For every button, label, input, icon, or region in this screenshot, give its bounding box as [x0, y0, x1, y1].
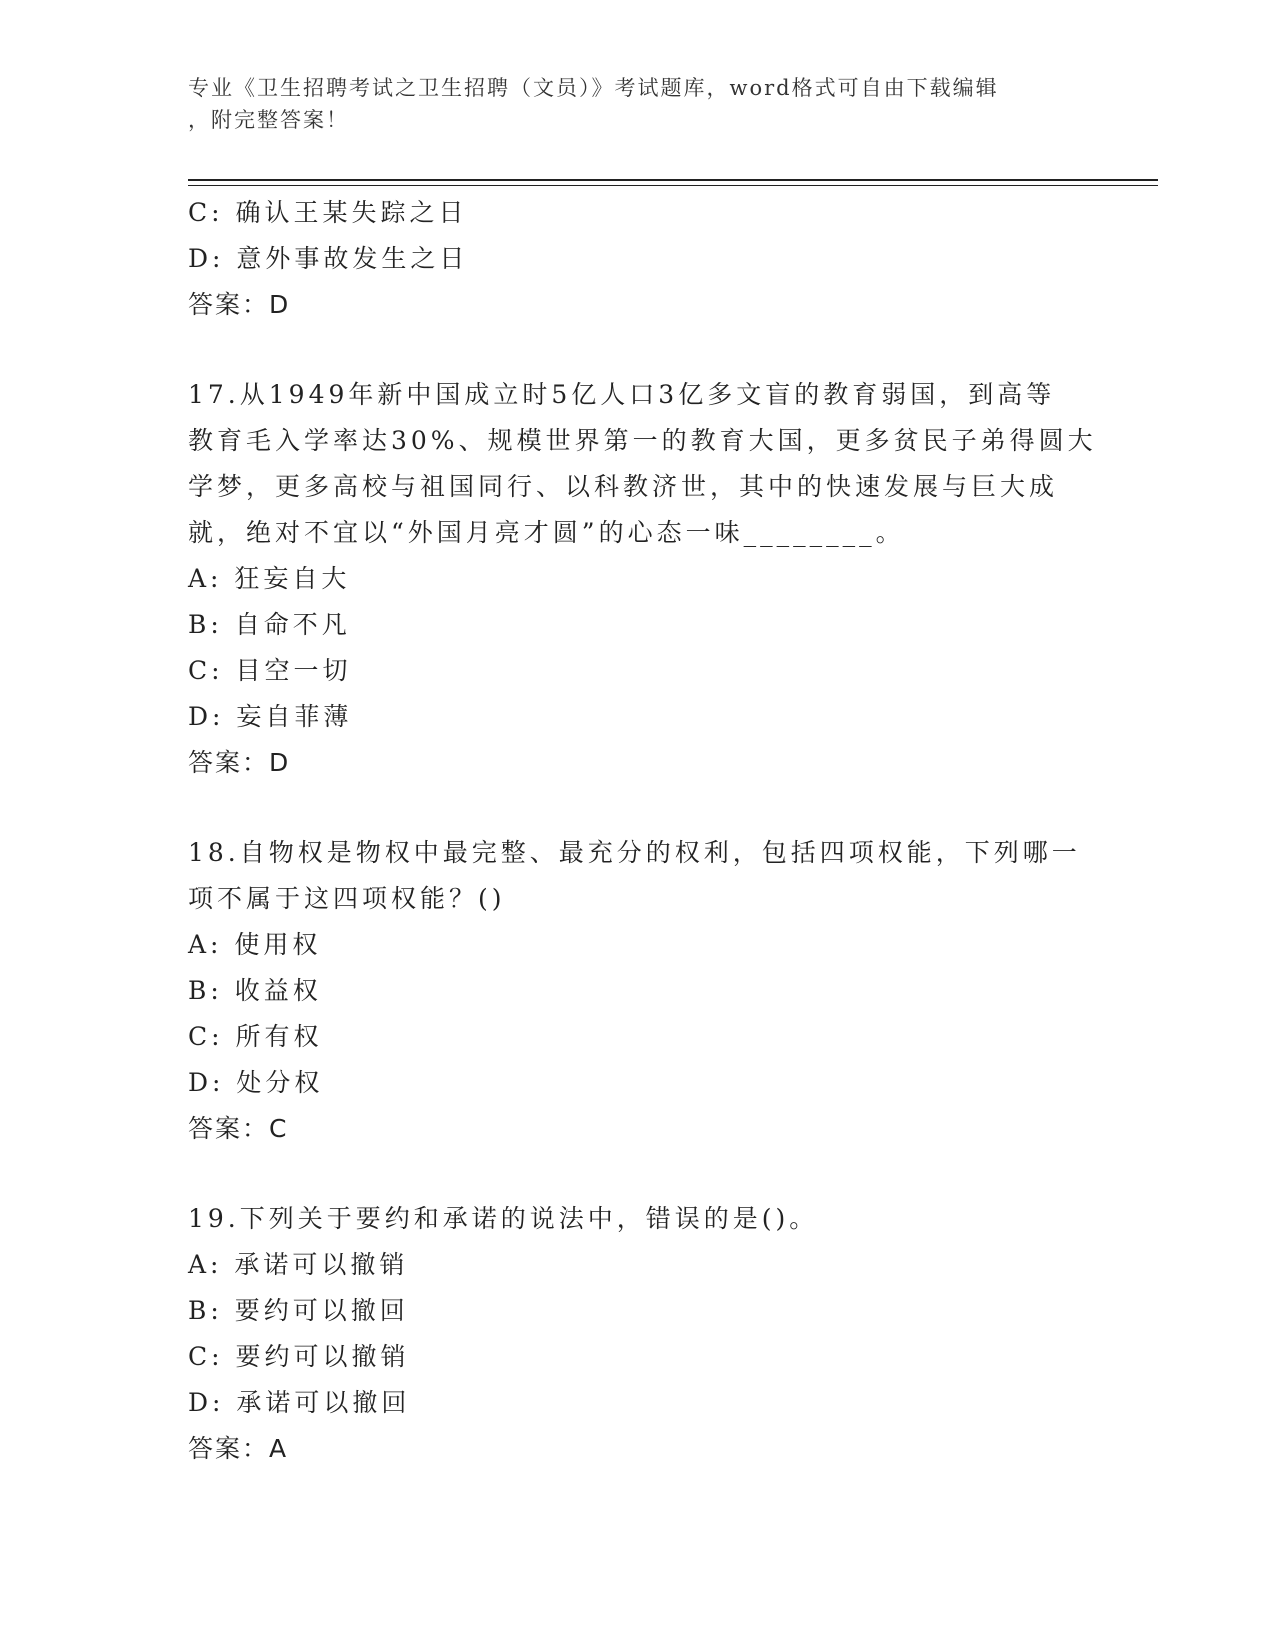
header-rule-thin — [188, 185, 1158, 186]
option-d: D: 处分权 — [188, 1068, 324, 1097]
answer-line: 答案：A — [188, 1434, 289, 1463]
question-text-line: 就，绝对不宜以“外国月亮才圆”的心态一味________。 — [188, 518, 905, 547]
question-19 — [188, 1196, 1088, 1472]
option-d: D: 意外事故发生之日 — [188, 244, 469, 273]
document-header — [188, 72, 1068, 136]
question-text-line: 19.下列关于要约和承诺的说法中，错误的是()。 — [188, 1204, 819, 1233]
option-a: A: 承诺可以撤销 — [188, 1250, 409, 1279]
question-text-line: 18.自物权是物权中最完整、最充分的权利，包括四项权能，下列哪一 — [188, 838, 1081, 867]
option-d: D: 承诺可以撤回 — [188, 1388, 411, 1417]
answer-line: 答案：D — [188, 290, 291, 319]
header-rule-thick — [188, 179, 1158, 181]
question-list — [188, 190, 1097, 1472]
option-a: A: 使用权 — [188, 930, 322, 959]
option-d: D: 妄自菲薄 — [188, 702, 353, 731]
header-line-1: 专业《卫生招聘考试之卫生招聘（文员）》考试题库，word格式可自由下载编辑 — [188, 76, 999, 100]
option-b: B: 收益权 — [188, 976, 322, 1005]
option-c: C: 确认王某失踪之日 — [188, 198, 468, 227]
option-b: B: 自命不凡 — [188, 610, 351, 639]
question-text-line: 学梦，更多高校与祖国同行、以科教济世，其中的快速发展与巨大成 — [188, 472, 1059, 501]
question-text-line: 教育毛入学率达30%、规模世界第一的教育大国，更多贫民子弟得圆大 — [188, 426, 1097, 455]
question-text-line: 17.从1949年新中国成立时5亿人口3亿多文盲的教育弱国，到高等 — [188, 380, 1056, 409]
answer-line: 答案：C — [188, 1114, 289, 1143]
option-b: B: 要约可以撤回 — [188, 1296, 409, 1325]
header-line-2: ，附完整答案！ — [188, 108, 349, 132]
question-17 — [188, 372, 1097, 786]
option-c: C: 所有权 — [188, 1022, 323, 1051]
question-16-tail — [188, 190, 1088, 328]
option-a: A: 狂妄自大 — [188, 564, 351, 593]
option-c: C: 目空一切 — [188, 656, 352, 685]
answer-line: 答案：D — [188, 748, 291, 777]
question-text-line: 项不属于这四项权能？() — [188, 884, 506, 913]
question-18 — [188, 830, 1088, 1152]
option-c: C: 要约可以撤销 — [188, 1342, 410, 1371]
